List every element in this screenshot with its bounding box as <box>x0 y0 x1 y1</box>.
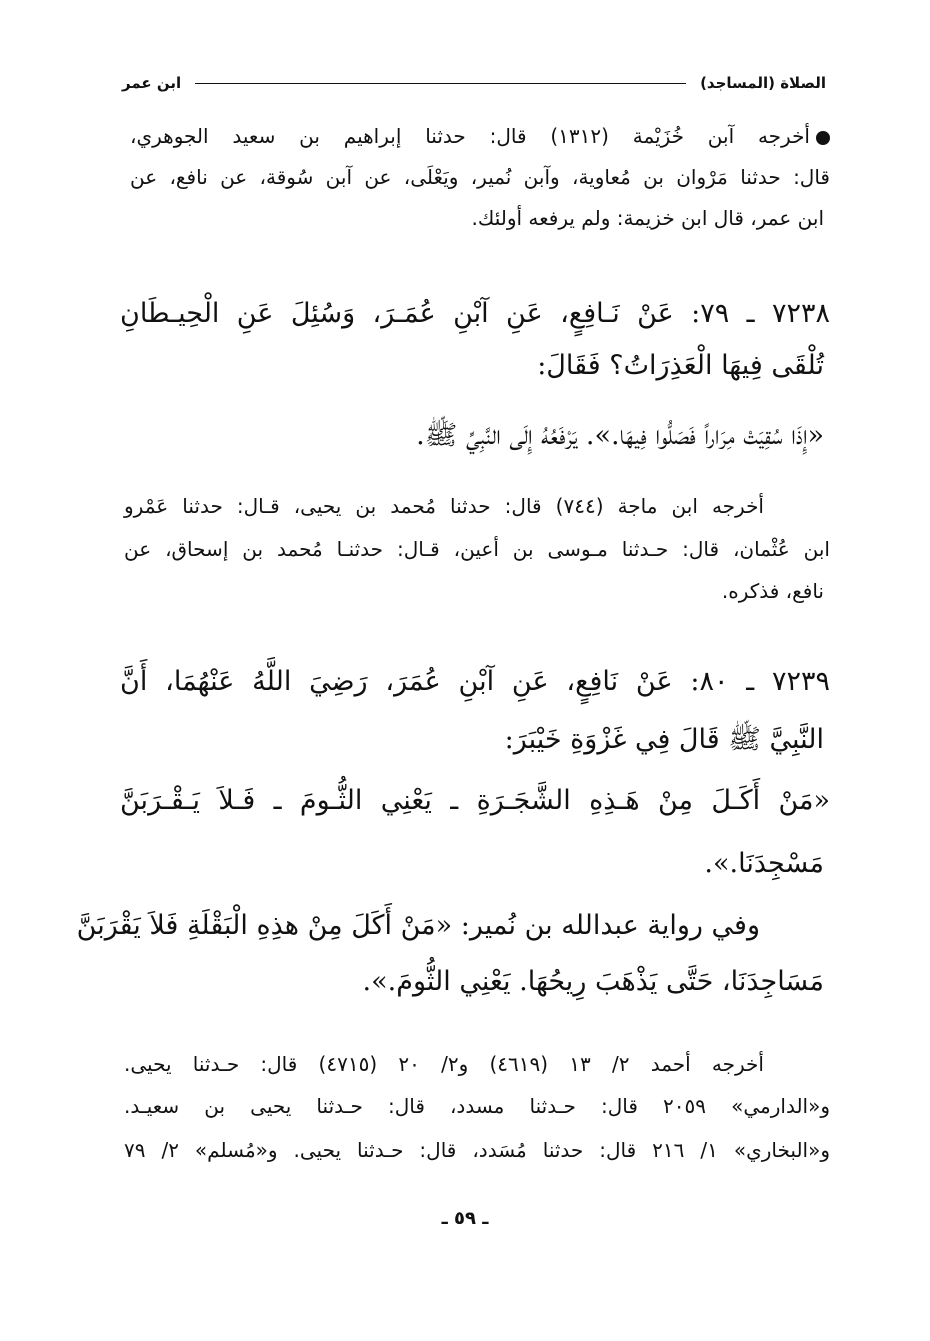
note-line: نافع، فذكره. <box>721 579 824 603</box>
page-number: ـ ٥٩ ـ <box>441 1208 489 1229</box>
hadith-line: وفي رواية عبدالله بن نُمير: «مَنْ أَكَلَ مِنْ هذِهِ الْبَقْلَةِ فَلاَ يَقْرَبَنَّ <box>76 910 760 941</box>
hadith-line: تُلْقَى فِيهَا الْعَذِرَاتُ؟ فَقَالَ: <box>537 350 824 381</box>
note-line: قال: حدثنا مَرْوان بن مُعاوية، وآبن نُمير، ويَعْلَى، عن آبن سُوقة، عن نافع، عن <box>130 165 830 189</box>
note-line: أخرجه آبن خُزَيْمة (١٣١٢) قال: حدثنا إبراهيم بن سعيد الجوهري، <box>130 124 830 148</box>
hadith-line: النَّبِيَّ ﷺ قَالَ فِي غَزْوَةِ خَيْبَرَ: <box>504 724 824 755</box>
hadith-line: مَسْجِدَنَا.». <box>704 848 824 879</box>
note-line: ابن عمر، قال ابن خزيمة: ولم يرفعه أولئك. <box>471 206 824 230</box>
hadith-line: ٧٢٣٨ ـ ٧٩: عَنْ نَـافِعٍ، عَنِ آبْنِ عُمَـرَ، وَسُئِلَ عَنِ الْحِيـطَانِ <box>120 298 830 329</box>
section-title: الصلاة (المساجد) <box>700 74 826 92</box>
bullet-icon <box>816 131 830 145</box>
hadith-line: «مَنْ أَكَـلَ مِنْ هَـذِهِ الشَّجَـرَةِ ـ يَعْنِي الثُّـومَ ـ فَـلاَ يَـقْـرَبَنَّ <box>120 785 830 816</box>
hadith-line: «إِذَا سُقِيَتْ مِرَاراً فَصَلُّوا فِيهَا.». يَرْفَعُهُ إِلَى النَّبِيِّ ﷺ. <box>416 420 824 451</box>
narrator-name: ابن عمر <box>122 74 182 92</box>
hadith-line: مَسَاجِدَنَا، حَتَّى يَذْهَبَ رِيحُهَا. يَعْنِي الثُّومَ.». <box>362 966 824 997</box>
note-line: و«البخاري» ١/ ٢١٦ قال: حدثنا مُسَدد، قال: حـدثنا يحيى. و«مُسلم» ٢/ ٧٩ <box>124 1138 830 1162</box>
hadith-line: ٧٢٣٩ ـ ٨٠: عَنْ نَافِعٍ، عَنِ آبْنِ عُمَرَ، رَضِيَ اللَّهُ عَنْهُمَا، أَنَّ <box>120 666 830 697</box>
header-rule <box>195 83 686 84</box>
page-header <box>122 68 826 98</box>
note-line: أخرجه ابن ماجة (٧٤٤) قال: حدثنا مُحمد بن يحيى، قـال: حدثنا عَمْرو <box>124 494 764 518</box>
note-line: أخرجه أحمد ٢/ ١٣ (٤٦١٩) و٢/ ٢٠ (٤٧١٥) قال: حـدثنا يحيى. <box>124 1052 764 1076</box>
note-line: ابن عُثْمان، قال: حـدثنا مـوسى بن أعين، قـال: حدثنـا مُحمد بن إسحاق، عن <box>124 537 830 561</box>
note-line: و«الدارمي» ٢٠٥٩ قال: حـدثنا مسدد، قال: حـدثنا يحيى بن سعيـد. <box>124 1094 830 1118</box>
